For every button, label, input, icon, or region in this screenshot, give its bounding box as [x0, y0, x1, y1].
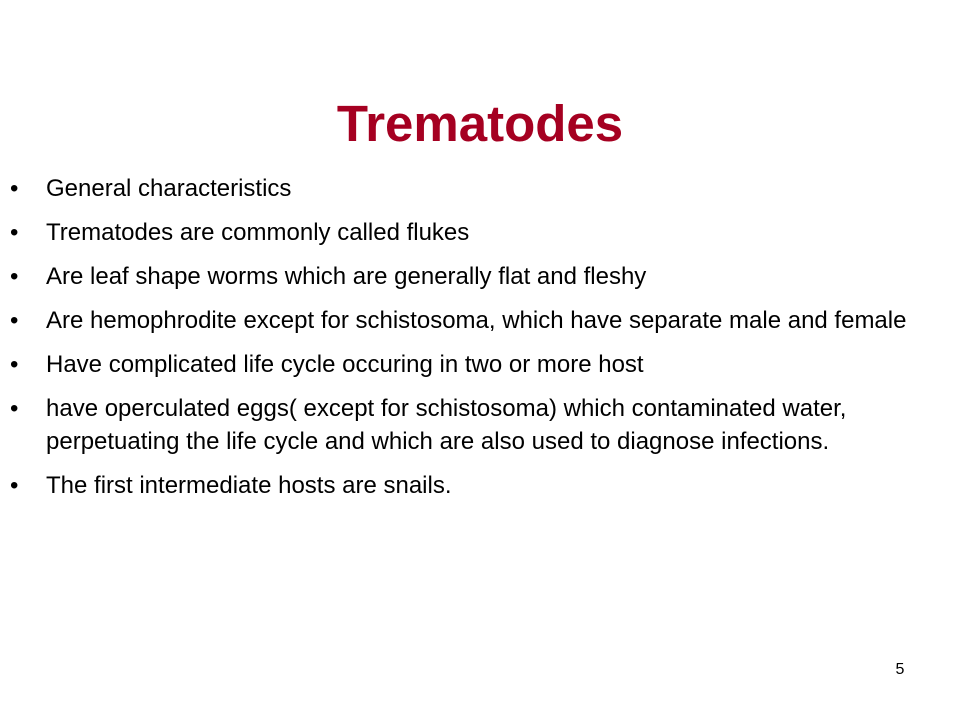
bullet-list	[0, 172, 960, 513]
bullet-item: • The first intermediate hosts are snails.	[0, 469, 960, 502]
bullet-item: • Have complicated life cycle occuring in two or more host	[0, 348, 960, 381]
slide-number: 5	[895, 661, 905, 678]
bullet-item: • Are hemophrodite except for schistosoma, which have separate male and female	[0, 304, 960, 337]
bullet-item: • Are leaf shape worms which are generally flat and fleshy	[0, 260, 960, 293]
bullet-item: • General characteristics	[0, 172, 960, 205]
bullet-item: • Trematodes are commonly called flukes	[0, 216, 960, 249]
bullet-item: • have operculated eggs( except for schistosoma) which contaminated water, perpetuating the life cycle and which are also used to diagnose infections.	[0, 392, 960, 458]
slide-title: Trematodes	[336, 95, 624, 153]
